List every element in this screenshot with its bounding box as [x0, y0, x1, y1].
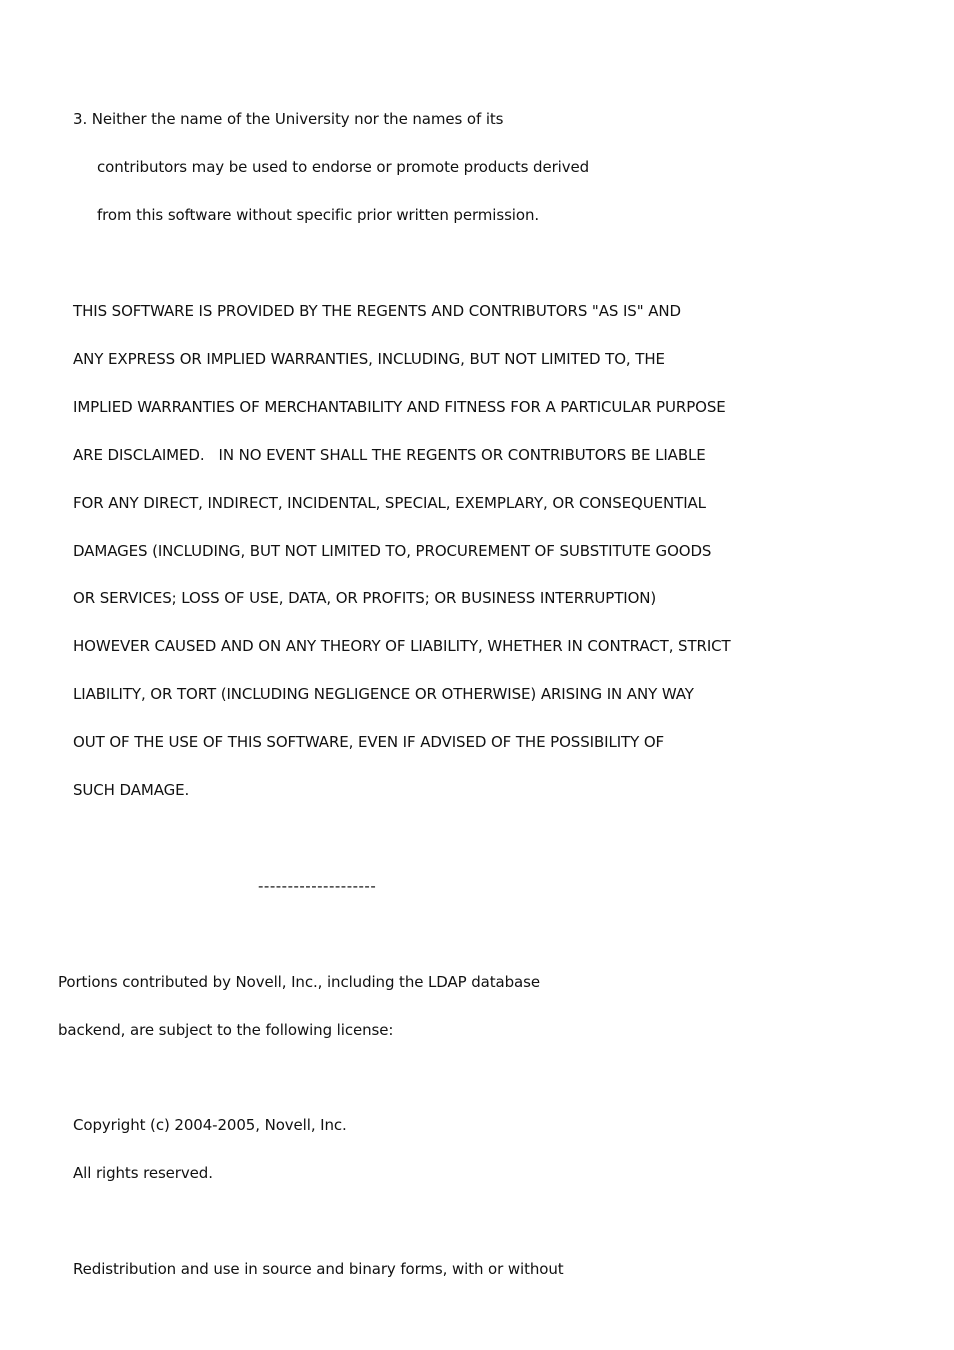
novell-intro-line-2: backend, are subject to the following license:: [58, 1021, 394, 1039]
redistribution-line-1: Redistribution and use in source and binary forms, with or without: [73, 1260, 564, 1278]
disclaimer-line: FOR ANY DIRECT, INDIRECT, INCIDENTAL, SPECIAL, EXEMPLARY, OR CONSEQUENTIAL: [73, 494, 706, 512]
novell-rights-reserved: All rights reserved.: [73, 1164, 213, 1182]
disclaimer-line: ANY EXPRESS OR IMPLIED WARRANTIES, INCLUDING, BUT NOT LIMITED TO, THE: [73, 350, 665, 368]
disclaimer-line: OUT OF THE USE OF THIS SOFTWARE, EVEN IF ADVISED OF THE POSSIBILITY OF: [73, 733, 665, 751]
clause-3-line-1: 3. Neither the name of the University nor the names of its: [73, 110, 504, 128]
disclaimer-line: OR SERVICES; LOSS OF USE, DATA, OR PROFITS; OR BUSINESS INTERRUPTION): [73, 589, 657, 607]
clause-3-line-2: contributors may be used to endorse or promote products derived: [97, 158, 590, 176]
disclaimer-line: LIABILITY, OR TORT (INCLUDING NEGLIGENCE OR OTHERWISE) ARISING IN ANY WAY: [73, 685, 694, 703]
disclaimer-line: SUCH DAMAGE.: [73, 781, 190, 799]
novell-intro-line-1: Portions contributed by Novell, Inc., including the LDAP database: [58, 973, 540, 991]
disclaimer-line: THIS SOFTWARE IS PROVIDED BY THE REGENTS AND CONTRIBUTORS "AS IS" AND: [73, 302, 681, 320]
clause-3-line-3: from this software without specific prior written permission.: [97, 206, 540, 224]
novell-copyright: Copyright (c) 2004-2005, Novell, Inc.: [73, 1116, 347, 1134]
disclaimer-line: HOWEVER CAUSED AND ON ANY THEORY OF LIABILITY, WHETHER IN CONTRACT, STRICT: [73, 637, 731, 655]
disclaimer-line: DAMAGES (INCLUDING, BUT NOT LIMITED TO, PROCUREMENT OF SUBSTITUTE GOODS: [73, 542, 712, 560]
section-separator: --------------------: [258, 877, 377, 895]
disclaimer-line: IMPLIED WARRANTIES OF MERCHANTABILITY AND FITNESS FOR A PARTICULAR PURPOSE: [73, 398, 726, 416]
disclaimer-line: ARE DISCLAIMED. IN NO EVENT SHALL THE REGENTS OR CONTRIBUTORS BE LIABLE: [73, 446, 706, 464]
